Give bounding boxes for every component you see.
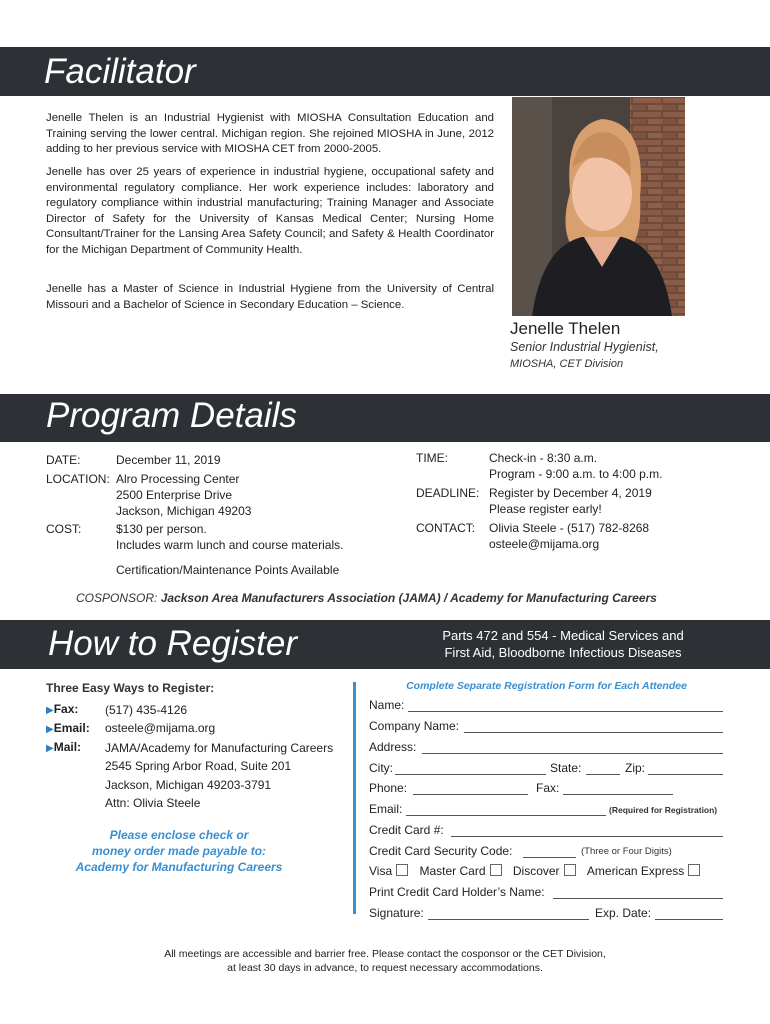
program-heading: Program Details bbox=[46, 396, 297, 435]
mail-address: JAMA/Academy for Manufacturing Careers 2545 Spring Arbor Road, Suite 201 Jackson, Michigan 49203-3791 Attn: Olivia Steele bbox=[105, 741, 334, 810]
card-number-field[interactable] bbox=[451, 824, 723, 837]
contact-value: Olivia Steele - (517) 782-8268 osteele@mijama.org bbox=[489, 521, 650, 551]
card-type-row bbox=[369, 864, 700, 878]
facilitator-photo bbox=[512, 97, 685, 316]
address-label: Address: bbox=[369, 740, 417, 754]
bio-paragraph-3: Jenelle has a Master of Science in Industrial Hygiene from the University of Central Missouri and a Bachelor of Science in Secondary Education – Science. bbox=[46, 283, 494, 311]
cosponsor-label: COSPONSOR: bbox=[76, 591, 158, 605]
signature-field[interactable] bbox=[428, 907, 589, 920]
fax-form-label: Fax: bbox=[536, 781, 560, 795]
email-form-field[interactable] bbox=[406, 803, 606, 816]
security-code-field[interactable] bbox=[523, 845, 576, 858]
mail-label: Mail: bbox=[53, 740, 82, 754]
cosponsor-value: Jackson Area Manufacturers Association (JAMA) / Academy for Manufacturing Careers bbox=[160, 591, 657, 605]
arrow-icon: ▶ bbox=[46, 743, 54, 754]
cost-label: COST: bbox=[46, 522, 82, 536]
register-heading: How to Register bbox=[48, 624, 297, 663]
time-value: Check-in - 8:30 a.m. Program - 9:00 a.m. to 4:00 p.m. bbox=[489, 451, 663, 481]
register-header-band bbox=[0, 620, 770, 669]
email-form-row bbox=[369, 802, 402, 820]
state-field[interactable] bbox=[586, 762, 620, 775]
arrow-icon: ▶ bbox=[46, 705, 54, 716]
email-row bbox=[46, 720, 90, 738]
phone-row bbox=[369, 781, 407, 799]
cost-value: $130 per person. Includes warm lunch and course materials. bbox=[116, 522, 344, 552]
city-label: City: bbox=[369, 761, 393, 775]
card-row bbox=[369, 823, 444, 841]
time-label: TIME: bbox=[416, 451, 448, 465]
phone-label: Phone: bbox=[369, 781, 408, 795]
address-row bbox=[369, 740, 416, 758]
facilitator-heading: Facilitator bbox=[44, 52, 196, 91]
zip-label: Zip: bbox=[625, 761, 646, 775]
city-row bbox=[369, 761, 393, 779]
zip-field[interactable] bbox=[648, 762, 723, 775]
security-row bbox=[369, 844, 512, 862]
fax-row bbox=[46, 701, 78, 719]
accessibility-footer: All meetings are accessible and barrier free. Please contact the cosponsor or the CET Division, at least 30 days in advance, to request necessary accommodations. bbox=[164, 948, 606, 974]
arrow-icon: ▶ bbox=[46, 724, 54, 735]
holder-row bbox=[369, 885, 545, 903]
email-form-label: Email: bbox=[369, 802, 403, 816]
bio-paragraph-1: Jenelle Thelen is an Industrial Hygienist with MIOSHA Consultation Education and Training serving the lower central. Michigan region. She rejoined MIOSHA in June, 2012 adding to her previous service with MIOSHA CET from 2000-2005. bbox=[46, 112, 494, 156]
fax-number: (517) 435-4126 bbox=[105, 703, 188, 717]
phone-field[interactable] bbox=[413, 782, 528, 795]
location-label: LOCATION: bbox=[46, 472, 110, 486]
mail-row bbox=[46, 739, 81, 757]
company-field[interactable] bbox=[464, 720, 723, 733]
date-value: December 11, 2019 bbox=[116, 453, 221, 467]
name-label: Name: bbox=[369, 698, 405, 712]
email-label: Email: bbox=[53, 721, 90, 735]
form-title: Complete Separate Registration Form for Each Attendee bbox=[406, 680, 687, 692]
deadline-label: DEADLINE: bbox=[416, 486, 480, 500]
holder-label: Print Credit Card Holder’s Name: bbox=[369, 885, 545, 899]
address-field[interactable] bbox=[422, 741, 723, 754]
holder-name-field[interactable] bbox=[553, 886, 723, 899]
security-label: Credit Card Security Code: bbox=[369, 844, 513, 858]
facilitator-header-band bbox=[0, 47, 770, 96]
visa-label: Visa bbox=[369, 864, 393, 878]
payment-instructions: Please enclose check or money order made payable to: Academy for Manufacturing Careers bbox=[75, 828, 283, 874]
contact-label: CONTACT: bbox=[416, 521, 476, 535]
mastercard-checkbox[interactable] bbox=[490, 864, 502, 876]
mastercard-label: Master Card bbox=[419, 864, 486, 878]
company-label: Company Name: bbox=[369, 719, 460, 733]
signature-row bbox=[369, 906, 424, 924]
certification-note: Certification/Maintenance Points Available bbox=[116, 563, 340, 577]
course-title: Parts 472 and 554 - Medical Services and First Aid, Bloodborne Infectious Diseases bbox=[442, 628, 684, 660]
name-row bbox=[369, 698, 404, 716]
amex-checkbox[interactable] bbox=[688, 864, 700, 876]
amex-label: American Express bbox=[586, 864, 685, 878]
city-field[interactable] bbox=[395, 762, 546, 775]
location-value: Alro Processing Center 2500 Enterprise Drive Jackson, Michigan 49203 bbox=[116, 472, 252, 518]
ways-title: Three Easy Ways to Register: bbox=[46, 681, 215, 695]
name-field[interactable] bbox=[408, 699, 723, 712]
deadline-value: Register by December 4, 2019 Please register early! bbox=[489, 486, 652, 516]
facilitator-title: Senior Industrial Hygienist, bbox=[510, 340, 659, 354]
discover-label: Discover bbox=[512, 864, 560, 878]
company-row bbox=[369, 719, 459, 737]
discover-checkbox[interactable] bbox=[564, 864, 576, 876]
expdate-label: Exp. Date: bbox=[595, 906, 652, 920]
signature-label: Signature: bbox=[369, 906, 424, 920]
date-label: DATE: bbox=[46, 453, 81, 467]
expdate-field[interactable] bbox=[655, 907, 723, 920]
cosponsor-line bbox=[76, 591, 657, 605]
visa-checkbox[interactable] bbox=[396, 864, 408, 876]
state-label: State: bbox=[550, 761, 582, 775]
fax-form-field[interactable] bbox=[563, 782, 673, 795]
bio-paragraph-2: Jenelle has over 25 years of experience in industrial hygiene, occupational safety and environmental regulatory compliance. Her work experience includes: laboratory and regulatory compliance within industrial manufacturing; Training Manager and Associate Director of Safety for the University of Kansas Medical Center; Nursing Home Consultant/Trainer for the Lansing Area Safety Council; and Safety & Health Coordinator for the Michigan Department of Community Health. bbox=[46, 166, 494, 256]
email-address[interactable]: osteele@mijama.org bbox=[105, 721, 216, 735]
facilitator-division: MIOSHA, CET Division bbox=[510, 358, 624, 370]
form-divider bbox=[353, 682, 356, 914]
fax-label: Fax: bbox=[53, 702, 79, 716]
card-label: Credit Card #: bbox=[369, 823, 444, 837]
facilitator-name: Jenelle Thelen bbox=[510, 319, 621, 338]
email-required-note: (Required for Registration) bbox=[609, 805, 718, 815]
security-note: (Three or Four Digits) bbox=[581, 846, 672, 857]
program-header-band bbox=[0, 394, 770, 442]
